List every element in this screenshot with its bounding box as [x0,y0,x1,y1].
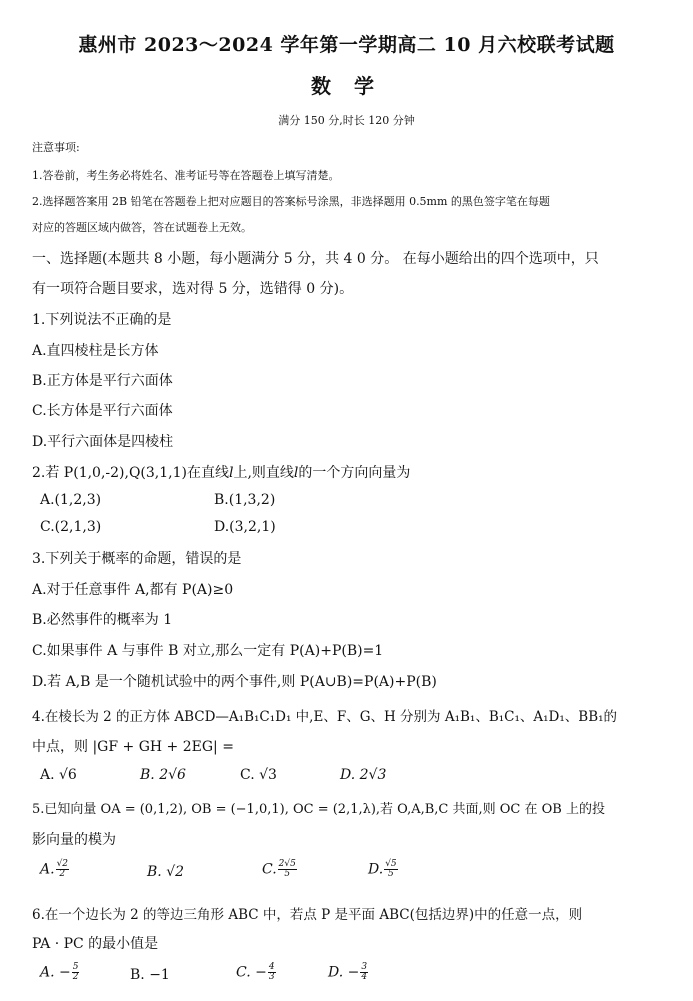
q2-option-b: B.(1,3,2) [214,492,276,508]
note-1: 1.答卷前，考生务必将姓名、准考证号等在答题卷上填写清楚。 [32,169,340,182]
q5-option-c: C. $\frac{2√5}{5}$ [262,859,296,879]
q6-stem-line1: 6.在一个边长为 2 的等边三角形 ABC 中，若点 P 是平面 ABC(包括边界)中的任意一点，则 [32,907,583,923]
score-info: 满分 150 分,时长 120 分钟 [278,114,415,127]
q5-stem-line2: 影向量的模为 [32,832,116,848]
exam-title: 惠州市 2023～2024 学年第一学期高二 10 月六校联考试题 [78,34,615,56]
q2-option-d: D.(3,2,1) [214,519,276,535]
note-2-line2: 对应的答题区域内做答，答在试题卷上无效。 [32,221,252,234]
q5-option-b: B. √2 [147,864,185,880]
q3-option-b: B.必然事件的概率为 1 [32,612,173,628]
q5-option-d: D. $\frac{√5}{5}$ [368,859,397,879]
q2-option-c: C.(2,1,3) [40,519,102,535]
q2-option-a: A.(1,2,3) [40,492,102,508]
q4-option-c: C. √3 [240,767,277,783]
section1-line1: 一、选择题(本题共 8 小题，每小题满分 5 分，共 4 0 分。 在每小题给出的四个选项中，只 [32,251,599,267]
q4-stem-line2: 中点，则 |GF + GH + 2EG| = [32,739,234,755]
q3-option-a: A.对于任意事件 A,都有 P(A)≥0 [32,582,234,598]
q6-option-a: A. − $\frac{5}{2}$ [40,962,79,982]
q4-option-d: D. 2√3 [340,767,387,783]
q6-stem-line2: PA · PC 的最小值是 [32,936,159,952]
q6-option-d: D. − $\frac{3}{4}$ [328,962,368,982]
q6-option-b: B. −1 [130,967,170,983]
q6-option-c: C. − $\frac{4}{3}$ [236,962,275,982]
q1-option-c: C.长方体是平行六面体 [32,403,173,419]
notes-heading: 注意事项: [32,141,80,154]
q3-stem: 3.下列关于概率的命题，错误的是 [32,551,242,567]
q3-option-c: C.如果事件 A 与事件 B 对立,那么一定有 P(A)+P(B)=1 [32,643,384,659]
q3-option-d: D.若 A,B 是一个随机试验中的两个事件,则 P(A∪B)=P(A)+P(B) [32,674,437,690]
q5-stem-line1: 5.已知向量 OA = (0,1,2), OB = (−1,0,1), OC = (2,1,λ),若 O,A,B,C 共面,则 OC 在 OB 上的投 [32,802,605,817]
q1-stem: 1.下列说法不正确的是 [32,312,172,328]
q2-stem: 2.若 P(1,0,-2),Q(3,1,1)在直线l上,则直线l的一个方向向量为 [32,465,411,481]
q4-option-a: A. √6 [40,767,77,783]
subject-title: 数 学 [311,74,382,98]
q1-option-a: A.直四棱柱是长方体 [32,343,159,359]
q4-option-b: B. 2√6 [140,767,186,783]
q4-stem-line1: 4.在棱长为 2 的正方体 ABCD—A₁B₁C₁D₁ 中,E、F、G、H 分别为 A₁B₁、B₁C₁、A₁D₁、BB₁的 [32,709,618,725]
q1-option-b: B.正方体是平行六面体 [32,373,173,389]
q1-option-d: D.平行六面体是四棱柱 [32,434,174,450]
section1-line2: 有一项符合题目要求，选对得 5 分，选错得 0 分)。 [32,281,354,297]
note-2-line1: 2.选择题答案用 2B 铅笔在答题卷上把对应题目的答案标号涂黑，非选择题用 0.5mm 的黑色签字笔在每题 [32,195,550,208]
q5-option-a: A. $\frac{√2}{2}$ [40,859,69,879]
